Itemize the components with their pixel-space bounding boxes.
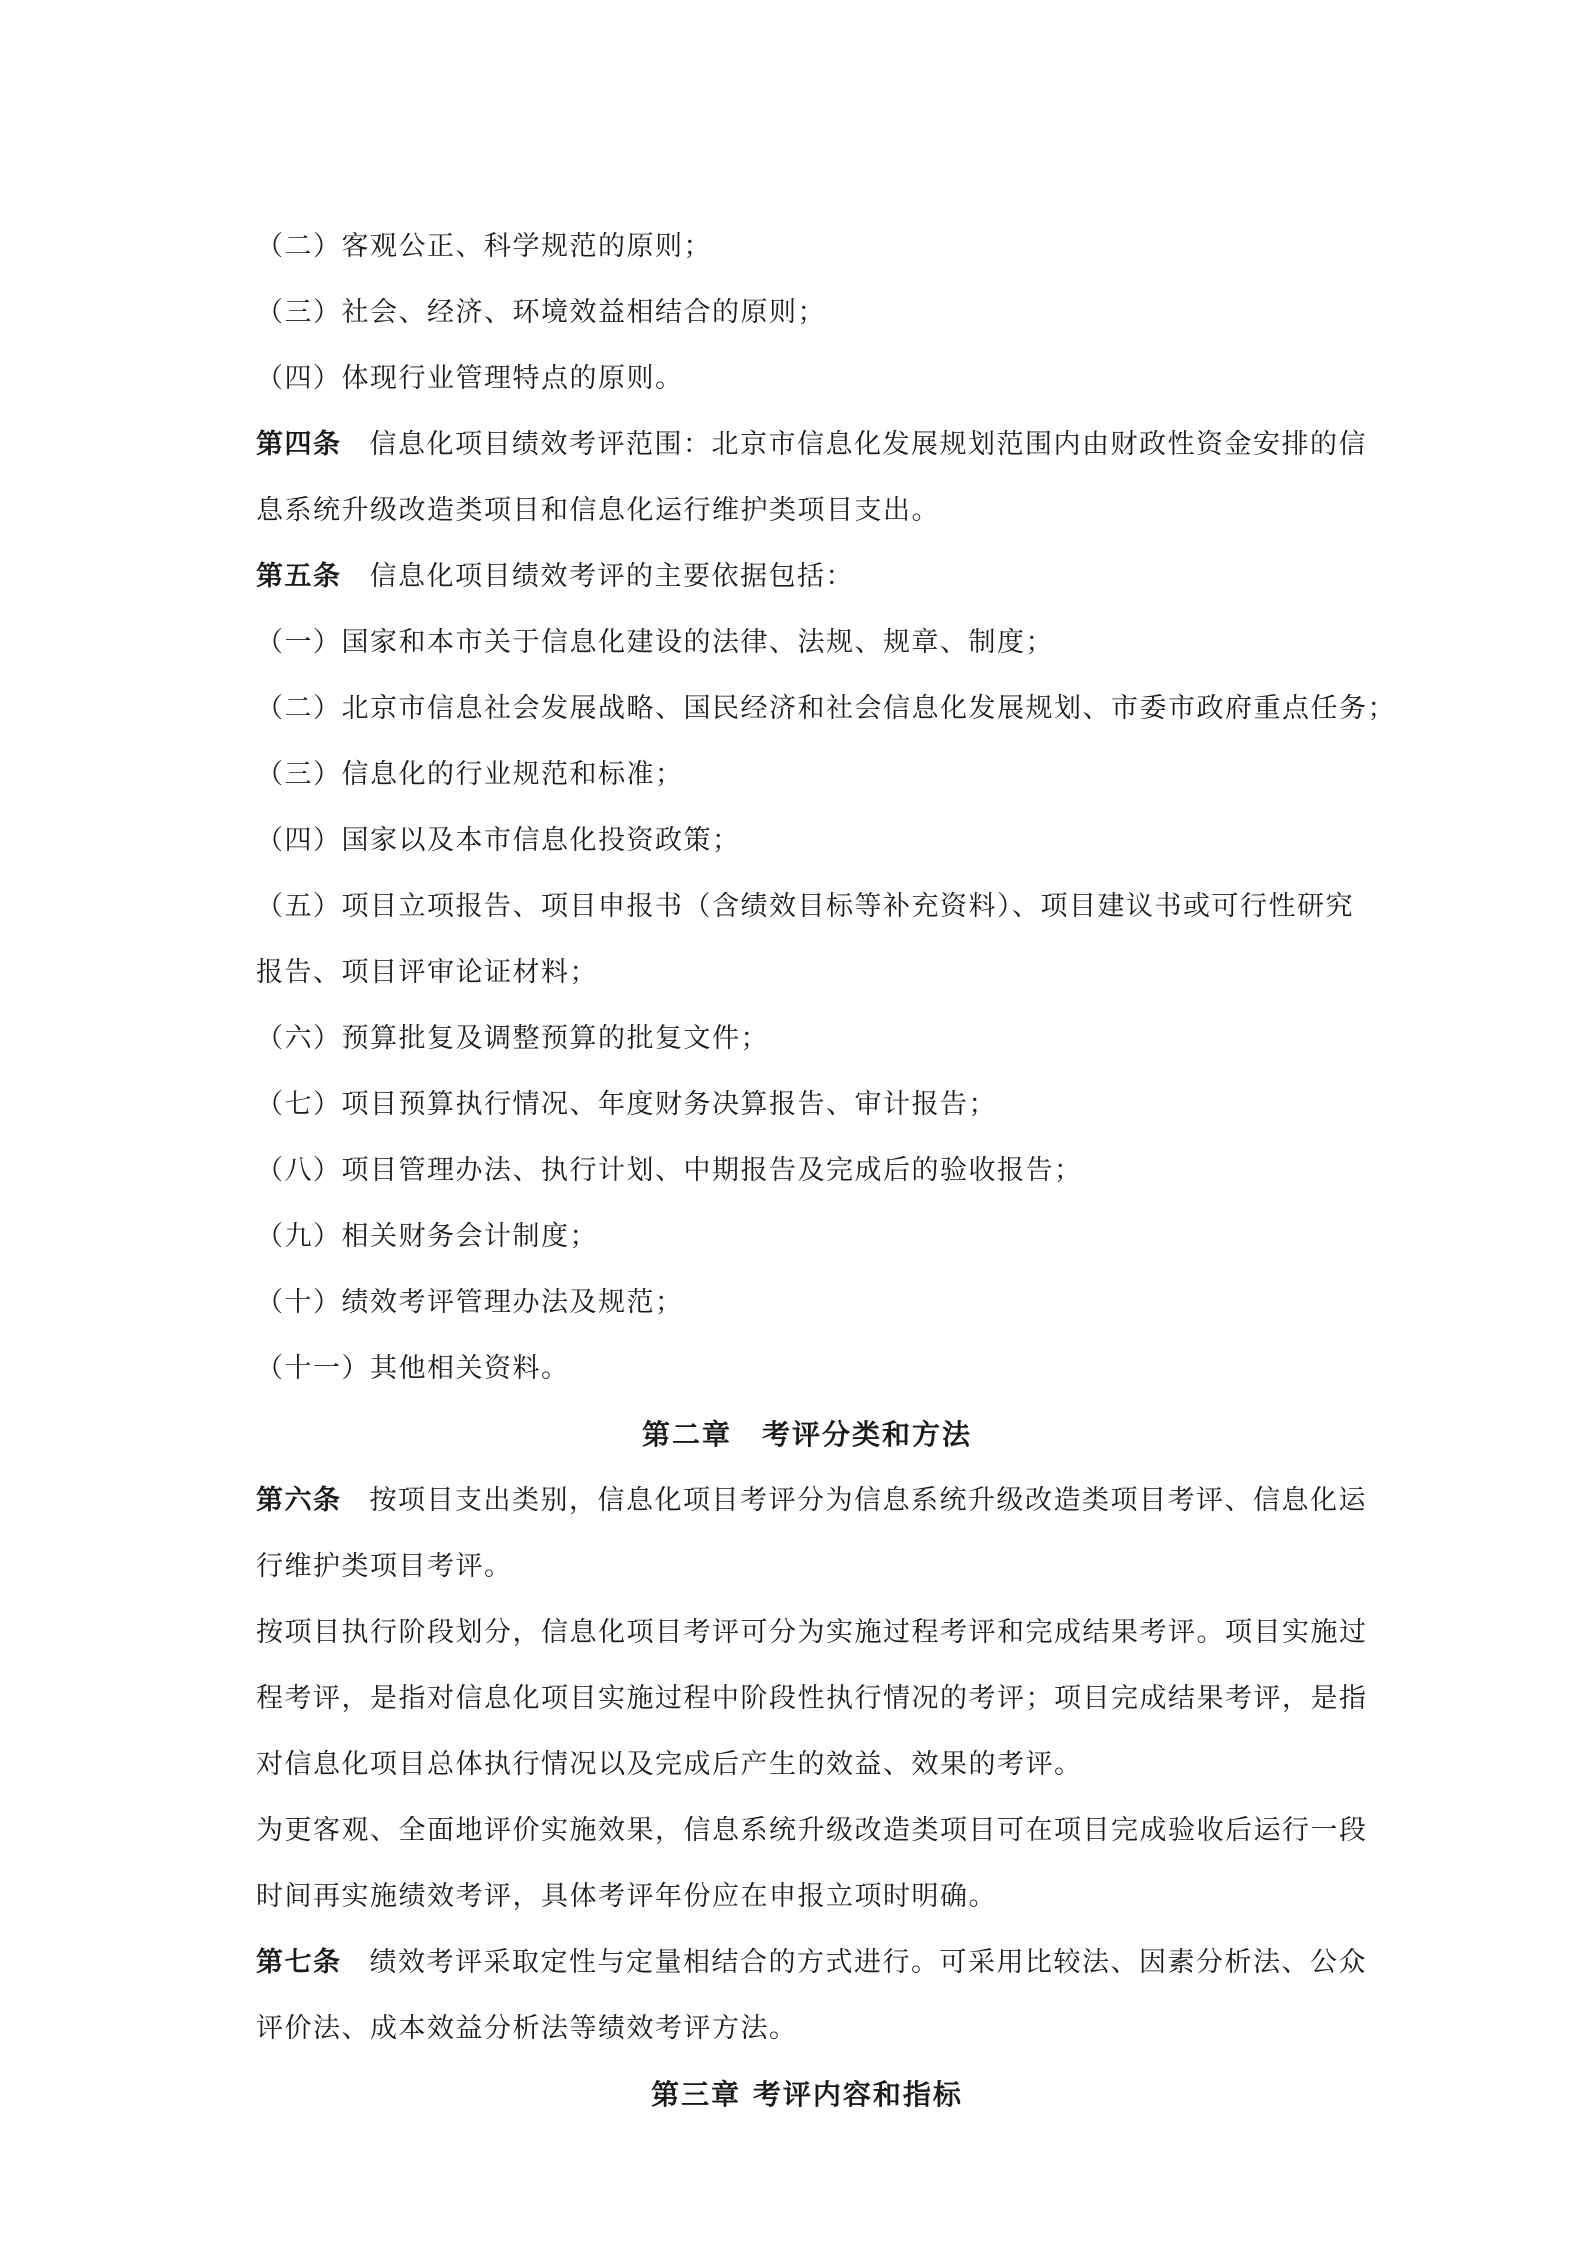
basis-item-10: （十）绩效考评管理办法及规范； (256, 1287, 684, 1318)
basis-item-5-line-2: 报告、项目评审论证材料； (256, 957, 598, 988)
article-4-line-1 (256, 412, 1367, 478)
article-4-label: 第四条 (256, 429, 342, 460)
principle-item-3: （三）社会、经济、环境效益相结合的原则； (256, 297, 826, 328)
basis-item-11: （十一）其他相关资料。 (256, 1353, 570, 1384)
principle-item-4: （四）体现行业管理特点的原则。 (256, 363, 684, 394)
article-6-para-2-line-2: 程考评，是指对信息化项目实施过程中阶段性执行情况的考评；项目完成结果考评，是指 (256, 1683, 1368, 1714)
document-body (256, 214, 1396, 2128)
article-6-para-2-line-3: 对信息化项目总体执行情况以及完成后产生的效益、效果的考评。 (256, 1749, 1083, 1780)
article-6-para-3-line-2: 时间再实施绩效考评，具体考评年份应在申报立项时明确。 (256, 1881, 997, 1912)
article-4-text: 信息化项目绩效考评范围：北京市信息化发展规划范围内由财政性资金安排的信 (369, 429, 1367, 460)
article-7-line-1 (256, 1930, 1367, 1996)
chapter-3-heading: 第三章 考评内容和指标 (651, 2078, 963, 2111)
basis-item-4: （四）国家以及本市信息化投资政策； (256, 825, 741, 856)
basis-item-7: （七）项目预算执行情况、年度财务决算报告、审计报告； (256, 1089, 997, 1120)
article-6-para-3-line-1: 为更客观、全面地评价实施效果，信息系统升级改造类项目可在项目完成验收后运行一段 (256, 1815, 1368, 1846)
basis-item-9: （九）相关财务会计制度； (256, 1221, 598, 1252)
basis-item-2: （二）北京市信息社会发展战略、国民经济和社会信息化发展规划、市委市政府重点任务； (256, 693, 1396, 724)
basis-item-8: （八）项目管理办法、执行计划、中期报告及完成后的验收报告； (256, 1155, 1083, 1186)
article-6-text: 按项目支出类别，信息化项目考评分为信息系统升级改造类项目考评、信息化运 (369, 1485, 1367, 1516)
article-6-para-2-line-1: 按项目执行阶段划分，信息化项目考评可分为实施过程考评和完成结果考评。项目实施过 (256, 1617, 1368, 1648)
basis-item-5-line-1: （五）项目立项报告、项目申报书（含绩效目标等补充资料）、项目建议书或可行性研究 (256, 891, 1354, 922)
article-6-label: 第六条 (256, 1485, 342, 1516)
article-5-line (256, 544, 1358, 610)
article-4-line-2: 息系统升级改造类项目和信息化运行维护类项目支出。 (256, 495, 940, 526)
article-5-label: 第五条 (256, 561, 342, 592)
principle-item-2: （二）客观公正、科学规范的原则； (256, 231, 712, 262)
article-5-text: 信息化项目绩效考评的主要依据包括： (369, 561, 854, 592)
basis-item-3: （三）信息化的行业规范和标准； (256, 759, 684, 790)
article-7-text: 绩效考评采取定性与定量相结合的方式进行。可采用比较法、因素分析法、公众 (369, 1947, 1367, 1978)
article-7-label: 第七条 (256, 1947, 342, 1978)
article-7-line-2: 评价法、成本效益分析法等绩效考评方法。 (256, 2013, 798, 2044)
basis-item-1: （一）国家和本市关于信息化建设的法律、法规、规章、制度； (256, 627, 1054, 658)
chapter-2-heading: 第二章 考评分类和方法 (641, 1418, 972, 1451)
article-6-line-1 (256, 1468, 1367, 1534)
article-6-line-2: 行维护类项目考评。 (256, 1551, 513, 1582)
basis-item-6: （六）预算批复及调整预算的批复文件； (256, 1023, 769, 1054)
